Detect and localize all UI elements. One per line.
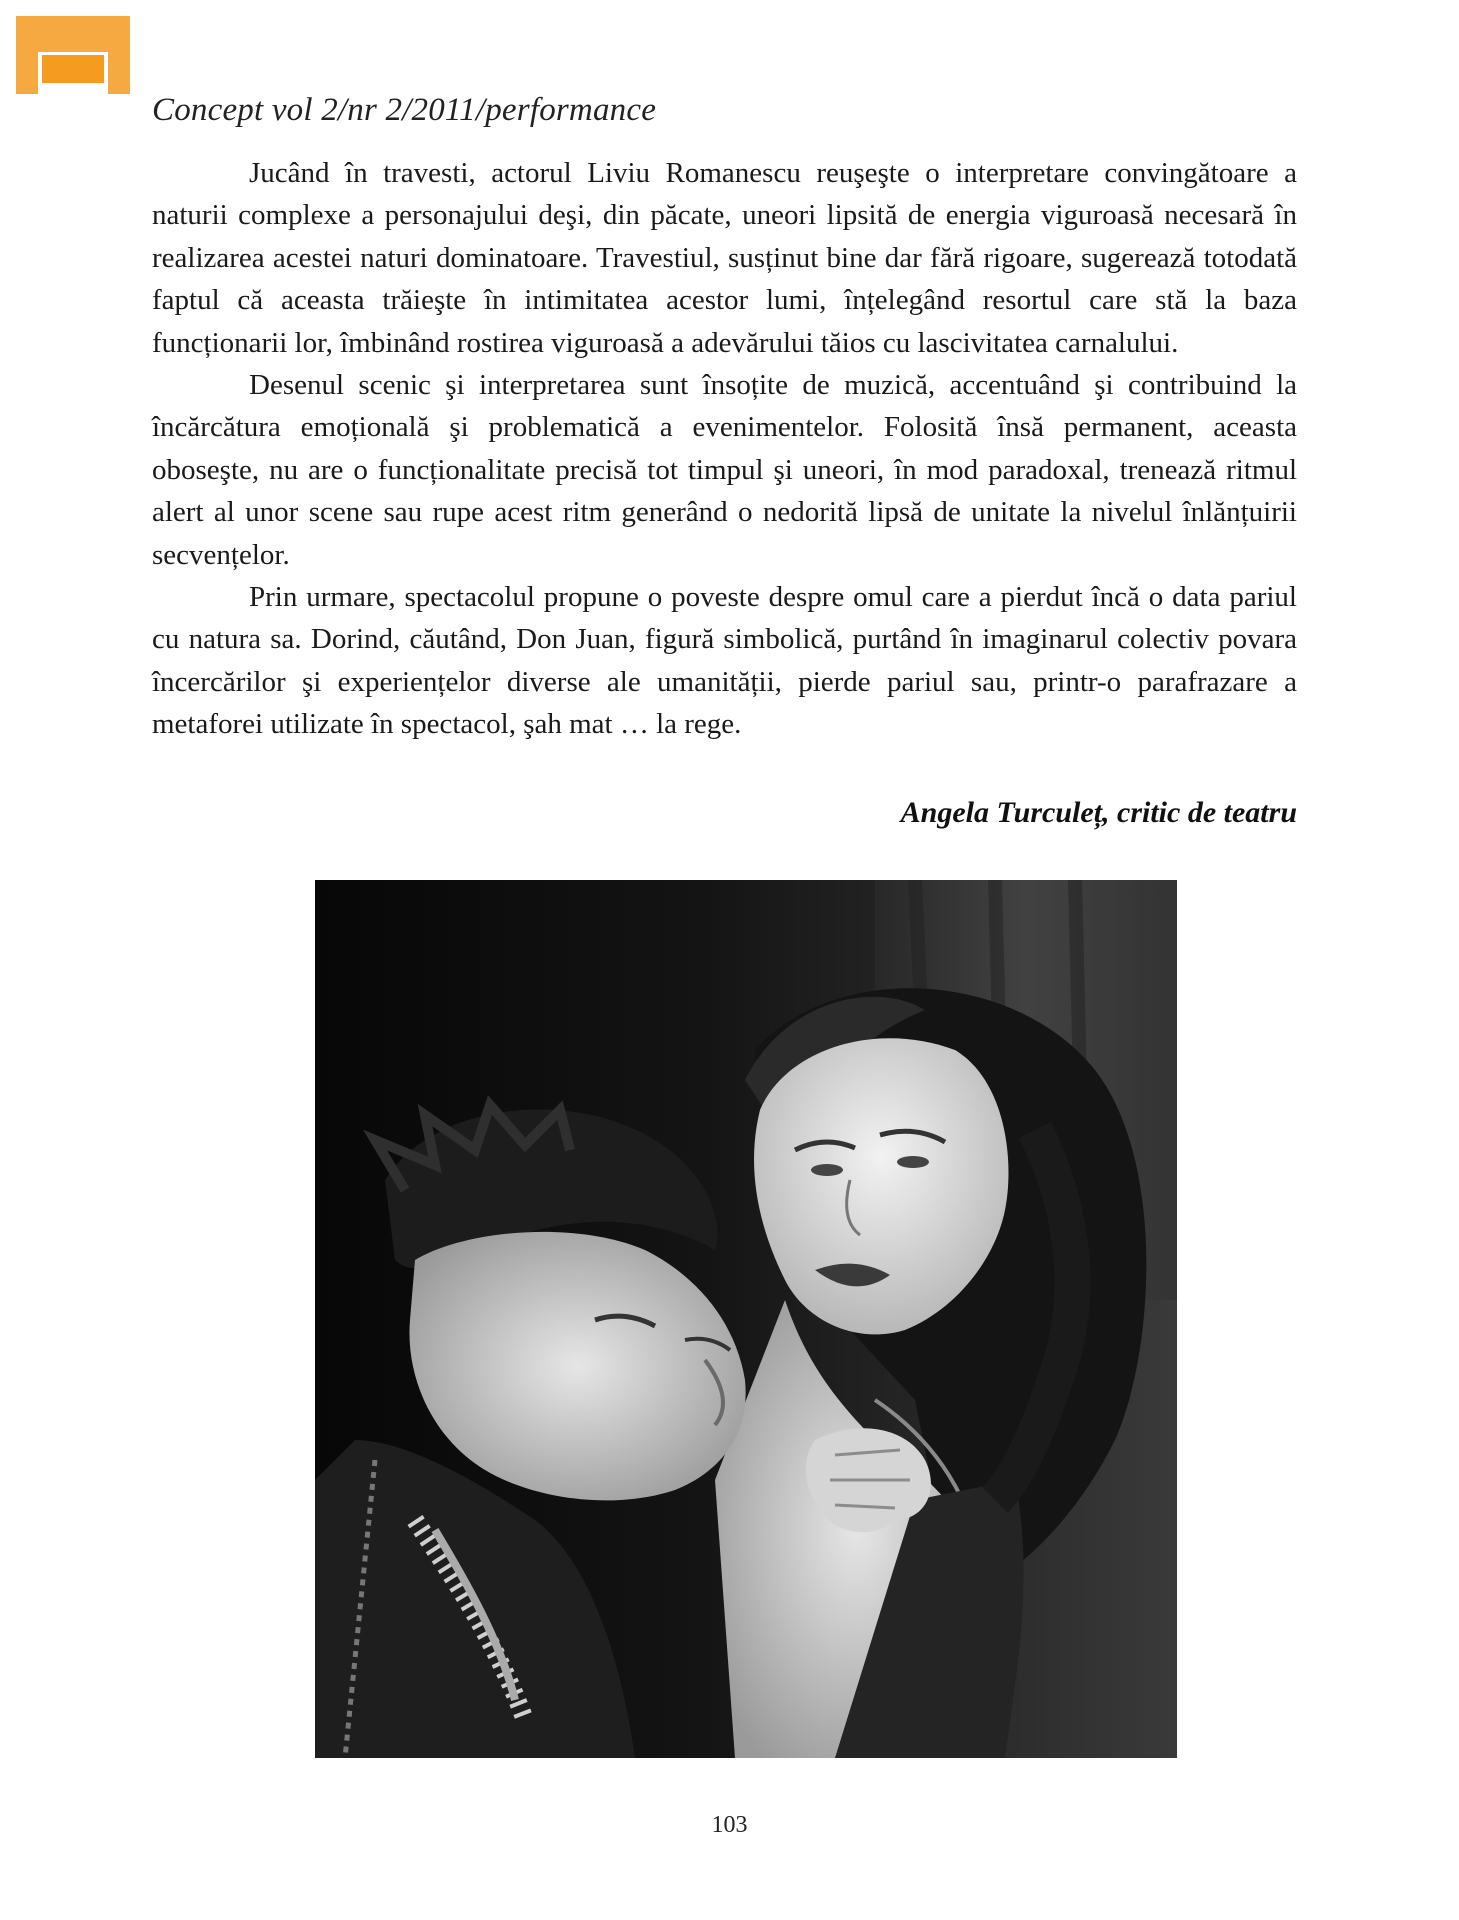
page-number: 103 [711, 1812, 748, 1838]
article-body [152, 152, 1297, 746]
running-header: Concept vol 2/nr 2/2011/performance [152, 92, 657, 128]
logo-bar [42, 55, 104, 83]
author-signature: Angela Turculeț, critic de teatru [900, 796, 1297, 829]
performance-photo [315, 880, 1177, 1758]
paragraph-3: Prin urmare, spectacolul propune o poveste despre omul care a pierdut încă o data pariul cu natura sa. Dorind, căutând, Don Juan, figură simbolică, purtând în imaginarul colectiv povara încercărilor şi experiențelor diverse ale umanității, pierde pariul sau, printr-o parafrazare a metaforei utilizate în spectacol, şah mat … la rege. [152, 581, 1297, 741]
photo-illustration [315, 880, 1177, 1758]
paragraph-1: Jucând în travesti, actorul Liviu Romanescu reuşeşte o interpretare convingătoare a naturii complexe a personajului deşi, din păcate, uneori lipsită de energia viguroasă necesară în realizarea acestei naturi dominatoare. Travestiul, susținut bine dar fără rigoare, sugerează totodată faptul că aceasta trăieşte în intimitatea acestor lumi, înțelegând resortul care stă la baza funcționarii lor, îmbinând rostirea viguroasă a adevărului tăios cu lascivitatea carnalului. [152, 157, 1297, 359]
paragraph-2: Desenul scenic şi interpretarea sunt însoțite de muzică, accentuând şi contribuind la încărcătura emoțională şi problematică a evenimentelor. Folosită însă permanent, aceasta oboseşte, nu are o funcționalitate precisă tot timpul şi uneori, în mod paradoxal, trenează ritmul alert al unor scene sau rupe acest ritm generând o nedorită lipsă de unitate la nivelul înlănțuirii secvențelor. [152, 369, 1297, 571]
journal-logo [16, 16, 130, 94]
